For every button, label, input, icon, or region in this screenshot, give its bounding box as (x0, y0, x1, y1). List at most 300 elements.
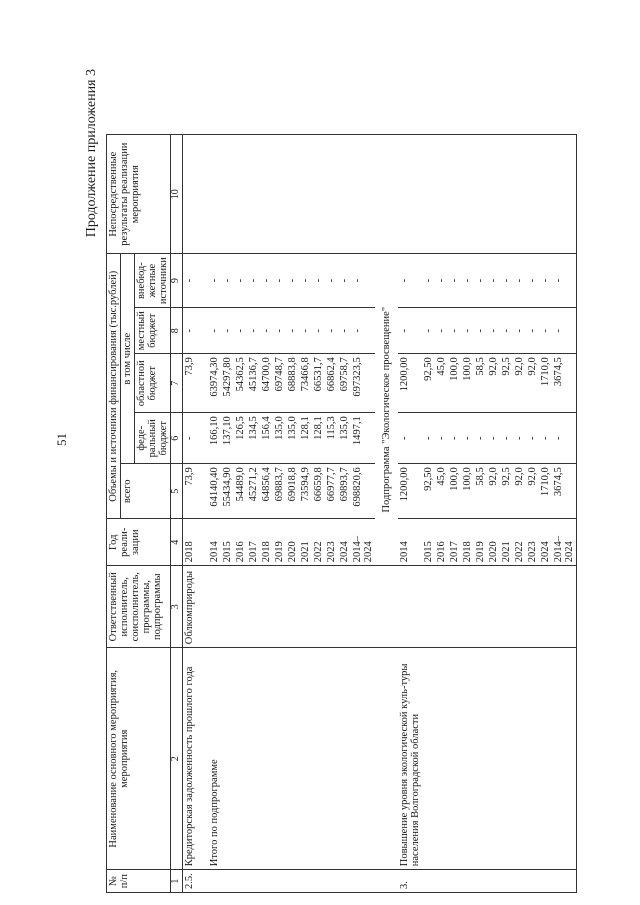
row-regional: 73466,8 (299, 354, 312, 413)
row-year: 2018 (182, 519, 196, 566)
row-results (260, 135, 273, 254)
row-extra: - (539, 254, 552, 308)
row-federal: 126,5 (234, 413, 247, 464)
row-local: - (422, 308, 435, 354)
col-number: 3 (171, 566, 183, 648)
row-name (260, 648, 273, 870)
col-number: 7 (171, 354, 183, 413)
row-executor (325, 566, 338, 648)
row-results (487, 135, 500, 254)
row-year: 2024 (338, 519, 351, 566)
row-executor (552, 566, 577, 648)
row-regional: 73,9 (182, 354, 196, 413)
row-results (325, 135, 338, 254)
row-executor (513, 566, 526, 648)
row-extra: - (461, 254, 474, 308)
col-number: 5 (171, 464, 183, 519)
row-federal: 137,10 (221, 413, 234, 464)
row-local: - (325, 308, 338, 354)
row-year: 2023 (526, 519, 539, 566)
row-extra: - (273, 254, 286, 308)
row-year: 2024 (539, 519, 552, 566)
subprogram-title: Подпрограмма "Экологическое просвещение" (375, 254, 398, 566)
row-name (539, 648, 552, 870)
row-no (461, 870, 474, 893)
row-federal: - (435, 413, 448, 464)
row-no (474, 870, 487, 893)
header-executor: Ответственный исполнитель, соисполнитель, программы, подпрограммы (107, 566, 171, 648)
row-regional: 92,5 (500, 354, 513, 413)
row-year: 2021 (299, 519, 312, 566)
row-executor (448, 566, 461, 648)
table-row (273, 135, 286, 893)
row-total: 92,0 (513, 464, 526, 519)
row-name (474, 648, 487, 870)
row-total: 45,0 (435, 464, 448, 519)
row-year: 2016 (234, 519, 247, 566)
row-local: - (260, 308, 273, 354)
row-name (448, 648, 461, 870)
row-local: - (461, 308, 474, 354)
row-results (299, 135, 312, 254)
row-no (234, 870, 247, 893)
row-total: 55434,90 (221, 464, 234, 519)
table-row (208, 135, 221, 893)
header-local: местный бюджет (135, 308, 171, 354)
row-extra: - (398, 254, 422, 308)
row-executor (260, 566, 273, 648)
row-name (273, 648, 286, 870)
header-federal: феде-ральный бюджет (135, 413, 171, 464)
row-regional: 69758,7 (338, 354, 351, 413)
row-regional: 100,0 (448, 354, 461, 413)
row-total: 64140,40 (208, 464, 221, 519)
row-year: 2017 (247, 519, 260, 566)
row-regional: 45136,7 (247, 354, 260, 413)
row-year: 2021 (500, 519, 513, 566)
row-extra: - (247, 254, 260, 308)
row-name (513, 648, 526, 870)
table-row (487, 135, 500, 893)
row-executor (398, 566, 422, 648)
row-local: - (247, 308, 260, 354)
row-total: 54489,0 (234, 464, 247, 519)
row-federal: 135,0 (286, 413, 299, 464)
row-local: - (500, 308, 513, 354)
row-regional: 45,0 (435, 354, 448, 413)
row-total: 66659,8 (312, 464, 325, 519)
page-number: 51 (54, 433, 69, 446)
row-federal: 128,1 (299, 413, 312, 464)
row-local: - (299, 308, 312, 354)
row-federal: 135,0 (338, 413, 351, 464)
row-total: 100,0 (448, 464, 461, 519)
row-year: 2023 (325, 519, 338, 566)
row-total: 92,5 (500, 464, 513, 519)
row-regional: 1710,0 (539, 354, 552, 413)
row-year: 2018 (461, 519, 474, 566)
row-extra: - (338, 254, 351, 308)
row-results (312, 135, 325, 254)
row-total: 100,0 (461, 464, 474, 519)
row-regional: 58,5 (474, 354, 487, 413)
header-extra: внебюд-жетные источники (135, 254, 171, 308)
row-regional: 92,0 (526, 354, 539, 413)
row-total: 92,0 (487, 464, 500, 519)
row-total: 1710,0 (539, 464, 552, 519)
row-local: - (286, 308, 299, 354)
sheet-title: Продолжение приложения 3 (84, 69, 99, 238)
row-no (286, 870, 299, 893)
row-executor (500, 566, 513, 648)
row-federal: - (513, 413, 526, 464)
row-no (435, 870, 448, 893)
row-local: - (221, 308, 234, 354)
row-no (552, 870, 577, 893)
row-local: - (208, 308, 221, 354)
row-no (312, 870, 325, 893)
row-executor (312, 566, 325, 648)
row-regional: 100,0 (461, 354, 474, 413)
row-results (461, 135, 474, 254)
row-regional: 69748,7 (273, 354, 286, 413)
table-row (448, 135, 461, 893)
row-federal: - (526, 413, 539, 464)
row-results (273, 135, 286, 254)
row-no (526, 870, 539, 893)
row-name (552, 648, 577, 870)
row-executor: Облкомприроды (182, 566, 196, 648)
row-no (299, 870, 312, 893)
row-year: 2014–2024 (552, 519, 577, 566)
row-federal: - (448, 413, 461, 464)
row-local: - (539, 308, 552, 354)
row-name (325, 648, 338, 870)
row-federal: - (422, 413, 435, 464)
row-total: 45271,2 (247, 464, 260, 519)
row-name (487, 648, 500, 870)
table-row (461, 135, 474, 893)
header-results: Непосредственные результаты реализации мероприятия (107, 135, 171, 254)
col-number: 8 (171, 308, 183, 354)
row-executor (234, 566, 247, 648)
row-results (552, 135, 577, 254)
row-extra: - (286, 254, 299, 308)
spacer-row (196, 135, 208, 893)
row-regional: 66531,7 (312, 354, 325, 413)
table-row (435, 135, 448, 893)
row-local: - (312, 308, 325, 354)
row-federal: 115,3 (325, 413, 338, 464)
row-results (474, 135, 487, 254)
row-no (539, 870, 552, 893)
table-row (312, 135, 325, 893)
header-funding: Объемы и источники финансирования (тыс.рублей) (107, 254, 121, 519)
row-regional: 64700,0 (260, 354, 273, 413)
row-local: - (398, 308, 422, 354)
row-regional: 92,50 (422, 354, 435, 413)
table-row (422, 135, 435, 893)
row-local: - (487, 308, 500, 354)
header-year: Год реали-зации (107, 519, 171, 566)
row-extra: - (208, 254, 221, 308)
row-year: 2016 (435, 519, 448, 566)
table-row (552, 135, 577, 893)
row-total: 69018,8 (286, 464, 299, 519)
row-name (247, 648, 260, 870)
table-row (286, 135, 299, 893)
row-name: Итого по подпрограмме (208, 648, 221, 870)
row-year: 2015 (422, 519, 435, 566)
header-total: всего (121, 464, 171, 519)
table-row (351, 135, 375, 893)
row-year: 2014 (398, 519, 422, 566)
row-name (500, 648, 513, 870)
row-total: 66977,7 (325, 464, 338, 519)
row-extra: - (221, 254, 234, 308)
row-extra: - (351, 254, 375, 308)
header-no: № п/п (107, 870, 171, 893)
row-extra: - (487, 254, 500, 308)
row-regional: 1200,00 (398, 354, 422, 413)
table-row (234, 135, 247, 893)
row-name (351, 648, 375, 870)
row-no (422, 870, 435, 893)
row-executor (435, 566, 448, 648)
row-extra: - (526, 254, 539, 308)
row-name (299, 648, 312, 870)
row-no (260, 870, 273, 893)
table-row (500, 135, 513, 893)
row-executor (474, 566, 487, 648)
row-no (273, 870, 286, 893)
row-local: - (435, 308, 448, 354)
row-executor (375, 566, 398, 648)
table-row (398, 135, 422, 893)
row-federal: 135,0 (273, 413, 286, 464)
row-executor (286, 566, 299, 648)
row-no (513, 870, 526, 893)
row-federal: - (474, 413, 487, 464)
table-row (247, 135, 260, 893)
row-local: - (351, 308, 375, 354)
row-federal: 156,4 (260, 413, 273, 464)
row-name (461, 648, 474, 870)
row-federal: - (552, 413, 577, 464)
row-total: 3674,5 (552, 464, 577, 519)
row-results (375, 135, 398, 254)
row-executor (247, 566, 260, 648)
row-name (526, 648, 539, 870)
col-number: 9 (171, 254, 183, 308)
row-extra: - (435, 254, 448, 308)
row-results (247, 135, 260, 254)
row-results (435, 135, 448, 254)
row-no: 2.5. (182, 870, 196, 893)
row-year: 2014–2024 (351, 519, 375, 566)
row-year: 2020 (286, 519, 299, 566)
table-row (325, 135, 338, 893)
rotated-sheet (84, 63, 599, 893)
table-row (539, 135, 552, 893)
table-row (474, 135, 487, 893)
row-regional: 92,0 (487, 354, 500, 413)
row-results (500, 135, 513, 254)
row-regional: 54297,80 (221, 354, 234, 413)
row-name (234, 648, 247, 870)
row-local: - (182, 308, 196, 354)
row-executor (422, 566, 435, 648)
row-federal: 128,1 (312, 413, 325, 464)
row-executor (221, 566, 234, 648)
row-federal: - (461, 413, 474, 464)
row-results (221, 135, 234, 254)
row-local: - (448, 308, 461, 354)
col-number: 2 (171, 648, 183, 870)
row-year: 2022 (312, 519, 325, 566)
table-row (513, 135, 526, 893)
row-local: - (474, 308, 487, 354)
row-federal: 134,5 (247, 413, 260, 464)
row-name (312, 648, 325, 870)
table-row (299, 135, 312, 893)
header-incl: в том числе (121, 254, 135, 464)
row-results (526, 135, 539, 254)
row-extra: - (182, 254, 196, 308)
row-federal: 166,10 (208, 413, 221, 464)
row-no (448, 870, 461, 893)
row-local: - (273, 308, 286, 354)
row-extra: - (474, 254, 487, 308)
row-year: 2014 (208, 519, 221, 566)
row-extra: - (325, 254, 338, 308)
table-row (338, 135, 351, 893)
row-no (208, 870, 221, 893)
row-results (286, 135, 299, 254)
row-year: 2017 (448, 519, 461, 566)
table-row (182, 135, 196, 893)
row-regional: 68883,8 (286, 354, 299, 413)
table-row (260, 135, 273, 893)
row-no (375, 870, 398, 893)
row-federal: - (398, 413, 422, 464)
row-executor (539, 566, 552, 648)
row-results (234, 135, 247, 254)
row-extra: - (299, 254, 312, 308)
row-regional: 63974,30 (208, 354, 221, 413)
row-executor (208, 566, 221, 648)
row-executor (273, 566, 286, 648)
header-name: Наименование основного мероприятия, мероприятия (107, 648, 171, 870)
header-regional: областной бюджет (135, 354, 171, 413)
row-local: - (526, 308, 539, 354)
row-extra: - (513, 254, 526, 308)
col-number: 10 (171, 135, 183, 254)
row-local: - (513, 308, 526, 354)
row-no (487, 870, 500, 893)
row-extra: - (260, 254, 273, 308)
row-no (247, 870, 260, 893)
row-extra: - (422, 254, 435, 308)
row-extra: - (234, 254, 247, 308)
row-federal: - (487, 413, 500, 464)
row-name (422, 648, 435, 870)
row-year: 2022 (513, 519, 526, 566)
row-name (221, 648, 234, 870)
row-name: Повышение уровня экологической куль-туры населения Волгоградской области (398, 648, 422, 870)
row-federal: - (539, 413, 552, 464)
row-executor (351, 566, 375, 648)
row-no (221, 870, 234, 893)
row-extra: - (552, 254, 577, 308)
row-year: 2019 (273, 519, 286, 566)
row-federal: 1497,1 (351, 413, 375, 464)
row-total: 92,0 (526, 464, 539, 519)
row-results (398, 135, 422, 254)
row-no: 3. (398, 870, 422, 893)
row-name (286, 648, 299, 870)
row-regional: 92,0 (513, 354, 526, 413)
col-number: 1 (171, 870, 183, 893)
row-year: 2019 (474, 519, 487, 566)
section-row (375, 135, 398, 893)
row-name: Кредиторская задолженность прошлого года (182, 648, 196, 870)
row-results (539, 135, 552, 254)
row-total: 69883,7 (273, 464, 286, 519)
row-no (325, 870, 338, 893)
row-results (208, 135, 221, 254)
row-local: - (234, 308, 247, 354)
col-number: 6 (171, 413, 183, 464)
row-executor (487, 566, 500, 648)
column-number-row (171, 135, 183, 893)
row-total: 698820,6 (351, 464, 375, 519)
row-year: 2018 (260, 519, 273, 566)
row-total: 73594,9 (299, 464, 312, 519)
row-no (338, 870, 351, 893)
row-year: 2020 (487, 519, 500, 566)
row-results (182, 135, 196, 254)
row-executor (338, 566, 351, 648)
row-no (500, 870, 513, 893)
row-results (513, 135, 526, 254)
row-results (351, 135, 375, 254)
row-executor (461, 566, 474, 648)
row-extra: - (448, 254, 461, 308)
row-name (435, 648, 448, 870)
row-executor (299, 566, 312, 648)
row-regional: 54362,5 (234, 354, 247, 413)
row-year: 2015 (221, 519, 234, 566)
row-total: 69893,7 (338, 464, 351, 519)
row-local: - (552, 308, 577, 354)
table-row (526, 135, 539, 893)
row-federal: - (500, 413, 513, 464)
row-total: 92,50 (422, 464, 435, 519)
row-no (351, 870, 375, 893)
row-extra: - (312, 254, 325, 308)
row-total: 1200,00 (398, 464, 422, 519)
row-results (338, 135, 351, 254)
table-row (221, 135, 234, 893)
row-total: 73,9 (182, 464, 196, 519)
row-federal: - (182, 413, 196, 464)
row-results (448, 135, 461, 254)
row-regional: 697323,5 (351, 354, 375, 413)
row-local: - (338, 308, 351, 354)
row-results (422, 135, 435, 254)
row-extra: - (500, 254, 513, 308)
